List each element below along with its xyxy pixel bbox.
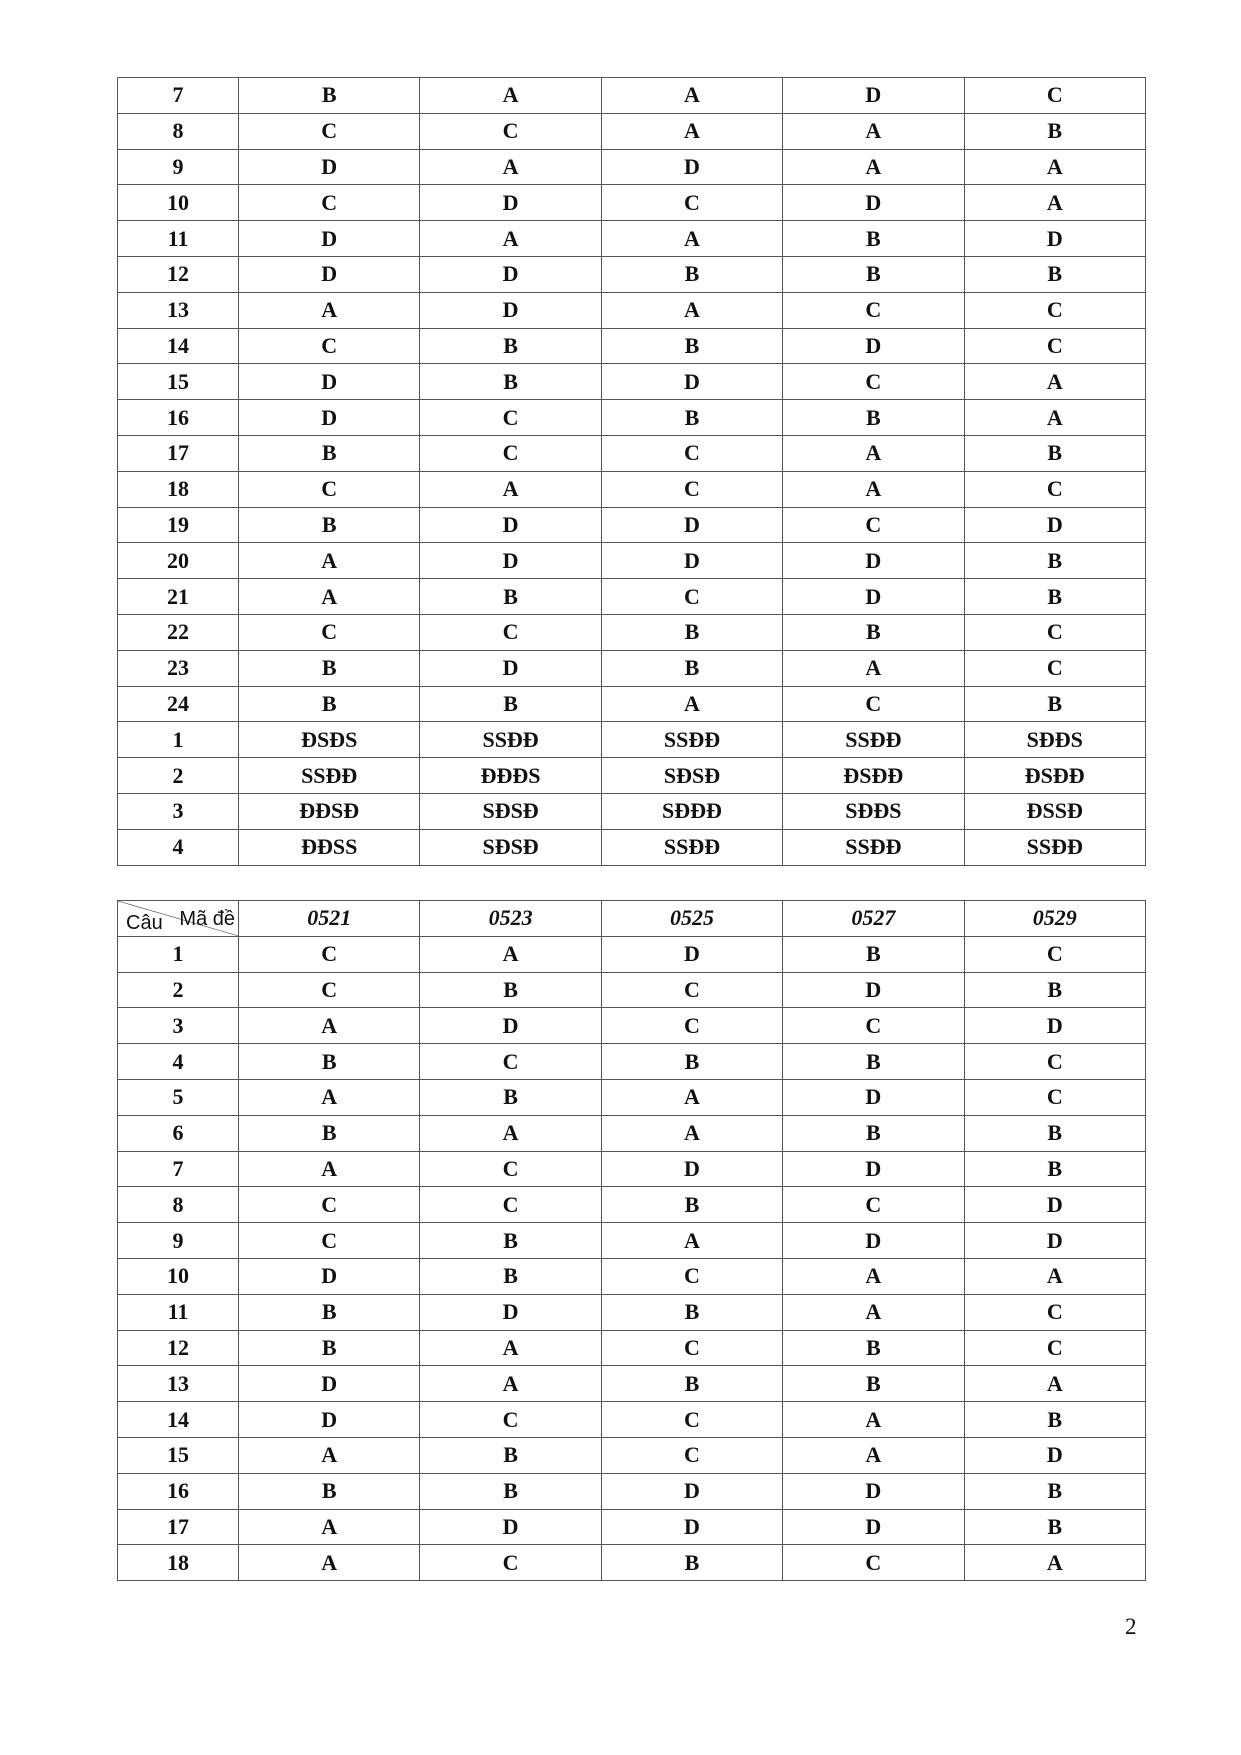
answer-cell: C	[601, 1437, 782, 1473]
answer-cell: D	[239, 364, 420, 400]
header-row	[118, 901, 1146, 937]
answer-cell: D	[964, 507, 1145, 543]
answer-cell: SSĐĐ	[601, 722, 782, 758]
answer-cell: C	[601, 1008, 782, 1044]
answer-cell: SĐĐĐ	[601, 793, 782, 829]
answer-cell: A	[783, 1437, 964, 1473]
answer-cell: C	[420, 1402, 601, 1438]
answer-cell: A	[601, 113, 782, 149]
question-number-cell: 4	[118, 829, 239, 865]
answer-cell: D	[783, 78, 964, 114]
question-number-cell: 9	[118, 149, 239, 185]
answer-cell: C	[964, 650, 1145, 686]
answer-cell: A	[420, 221, 601, 257]
answer-cell: A	[239, 292, 420, 328]
answer-cell: D	[239, 149, 420, 185]
answer-cell: B	[239, 1294, 420, 1330]
answer-cell: C	[239, 113, 420, 149]
question-number-cell: 5	[118, 1079, 239, 1115]
table-row	[118, 1473, 1146, 1509]
table-row	[118, 221, 1146, 257]
answer-cell: A	[420, 936, 601, 972]
answer-cell: D	[420, 1509, 601, 1545]
table-row	[118, 1509, 1146, 1545]
answer-cell: A	[601, 1115, 782, 1151]
table-row	[118, 400, 1146, 436]
answer-cell: D	[964, 1008, 1145, 1044]
answer-cell: B	[420, 1223, 601, 1259]
answer-key-table-continued	[117, 77, 1146, 866]
question-number-cell: 22	[118, 614, 239, 650]
answer-cell: D	[601, 149, 782, 185]
answer-cell: C	[783, 1545, 964, 1581]
table-row	[118, 1402, 1146, 1438]
answer-cell: B	[601, 1044, 782, 1080]
answer-cell: B	[964, 1509, 1145, 1545]
answer-cell: C	[601, 185, 782, 221]
answer-cell: D	[601, 1509, 782, 1545]
answer-cell: A	[239, 1151, 420, 1187]
answer-cell: A	[964, 149, 1145, 185]
table-row	[118, 972, 1146, 1008]
answer-cell: C	[601, 1330, 782, 1366]
answer-cell: B	[601, 256, 782, 292]
answer-cell: B	[420, 1473, 601, 1509]
answer-cell: B	[601, 1545, 782, 1581]
question-number-cell: 7	[118, 1151, 239, 1187]
table-row	[118, 292, 1146, 328]
question-number-cell: 18	[118, 471, 239, 507]
answer-cell: B	[239, 435, 420, 471]
answer-cell: B	[964, 579, 1145, 615]
table-row	[118, 1008, 1146, 1044]
answer-cell: B	[420, 686, 601, 722]
answer-cell: B	[964, 686, 1145, 722]
answer-cell: A	[964, 400, 1145, 436]
answer-key-body	[118, 78, 1146, 866]
answer-cell: SĐĐS	[964, 722, 1145, 758]
answer-cell: D	[601, 543, 782, 579]
answer-cell: B	[964, 1402, 1145, 1438]
answer-cell: A	[783, 471, 964, 507]
question-number-cell: 15	[118, 364, 239, 400]
answer-cell: C	[239, 614, 420, 650]
answer-cell: A	[601, 1223, 782, 1259]
answer-cell: D	[783, 328, 964, 364]
answer-cell: D	[239, 1366, 420, 1402]
answer-cell: A	[783, 113, 964, 149]
question-number-cell: 13	[118, 1366, 239, 1402]
table-row	[118, 1044, 1146, 1080]
answer-cell: C	[420, 435, 601, 471]
answer-cell: ĐSĐĐ	[964, 758, 1145, 794]
answer-cell: C	[783, 1008, 964, 1044]
answer-cell: C	[239, 972, 420, 1008]
question-number-cell: 1	[118, 936, 239, 972]
exam-code-header: 0525	[601, 901, 782, 937]
question-number-cell: 8	[118, 1187, 239, 1223]
answer-cell: D	[783, 1473, 964, 1509]
answer-cell: A	[239, 1437, 420, 1473]
answer-cell: D	[420, 507, 601, 543]
answer-cell: C	[420, 400, 601, 436]
answer-cell: A	[601, 221, 782, 257]
question-number-cell: 15	[118, 1437, 239, 1473]
answer-cell: B	[964, 113, 1145, 149]
answer-cell: B	[964, 435, 1145, 471]
answer-cell: B	[964, 1473, 1145, 1509]
answer-cell: ĐSSĐ	[964, 793, 1145, 829]
answer-cell: B	[601, 1366, 782, 1402]
answer-cell: A	[239, 1079, 420, 1115]
answer-cell: C	[964, 1330, 1145, 1366]
answer-cell: ĐSĐĐ	[783, 758, 964, 794]
answer-cell: B	[420, 328, 601, 364]
table-row	[118, 78, 1146, 114]
answer-cell: B	[783, 1330, 964, 1366]
answer-cell: B	[964, 1115, 1145, 1151]
answer-cell: B	[783, 256, 964, 292]
answer-cell: ĐĐSS	[239, 829, 420, 865]
answer-cell: SSĐĐ	[783, 722, 964, 758]
answer-cell: D	[964, 221, 1145, 257]
question-number-cell: 10	[118, 185, 239, 221]
answer-cell: D	[239, 1402, 420, 1438]
table-row	[118, 793, 1146, 829]
table-row	[118, 686, 1146, 722]
table-row	[118, 1545, 1146, 1581]
answer-cell: B	[420, 1079, 601, 1115]
answer-cell: B	[964, 1151, 1145, 1187]
answer-cell: A	[783, 650, 964, 686]
diagonal-header-cell	[118, 901, 239, 937]
answer-cell: C	[420, 1545, 601, 1581]
question-number-cell: 8	[118, 113, 239, 149]
answer-cell: D	[239, 400, 420, 436]
answer-cell: D	[783, 1151, 964, 1187]
answer-cell: A	[964, 185, 1145, 221]
answer-cell: D	[420, 256, 601, 292]
table-row	[118, 936, 1146, 972]
answer-cell: ĐĐSĐ	[239, 793, 420, 829]
answer-cell: A	[601, 78, 782, 114]
answer-cell: D	[239, 221, 420, 257]
answer-cell: C	[601, 1402, 782, 1438]
question-number-cell: 12	[118, 256, 239, 292]
answer-cell: C	[420, 1151, 601, 1187]
answer-cell: SSĐĐ	[964, 829, 1145, 865]
answer-cell: D	[964, 1223, 1145, 1259]
answer-cell: D	[783, 972, 964, 1008]
answer-cell: C	[601, 579, 782, 615]
question-number-cell: 20	[118, 543, 239, 579]
table-row	[118, 256, 1146, 292]
table-row	[118, 507, 1146, 543]
answer-cell: B	[783, 614, 964, 650]
table-row	[118, 435, 1146, 471]
answer-cell: A	[964, 1545, 1145, 1581]
answer-cell: B	[601, 650, 782, 686]
answer-cell: ĐĐĐS	[420, 758, 601, 794]
question-number-cell: 21	[118, 579, 239, 615]
question-number-cell: 3	[118, 793, 239, 829]
answer-cell: A	[601, 1079, 782, 1115]
table-row	[118, 1223, 1146, 1259]
table-row	[118, 471, 1146, 507]
question-number-cell: 3	[118, 1008, 239, 1044]
table-row	[118, 579, 1146, 615]
answer-cell: C	[964, 78, 1145, 114]
answer-cell: A	[601, 292, 782, 328]
answer-cell: B	[239, 1044, 420, 1080]
answer-cell: SSĐĐ	[783, 829, 964, 865]
question-number-cell: 11	[118, 221, 239, 257]
question-number-cell: 11	[118, 1294, 239, 1330]
answer-cell: C	[964, 471, 1145, 507]
answer-cell: C	[783, 507, 964, 543]
answer-cell: C	[601, 972, 782, 1008]
question-number-cell: 24	[118, 686, 239, 722]
answer-cell: D	[601, 936, 782, 972]
answer-cell: SSĐĐ	[601, 829, 782, 865]
answer-cell: SĐSĐ	[601, 758, 782, 794]
answer-cell: A	[239, 1008, 420, 1044]
question-number-cell: 6	[118, 1115, 239, 1151]
answer-cell: D	[601, 507, 782, 543]
exam-code-header: 0527	[783, 901, 964, 937]
answer-cell: C	[601, 435, 782, 471]
table-row	[118, 113, 1146, 149]
exam-code-header: 0521	[239, 901, 420, 937]
answer-cell: A	[783, 435, 964, 471]
question-number-cell: 18	[118, 1545, 239, 1581]
question-number-cell: 10	[118, 1258, 239, 1294]
answer-cell: C	[964, 936, 1145, 972]
answer-cell: C	[239, 1187, 420, 1223]
answer-cell: A	[964, 1258, 1145, 1294]
answer-cell: B	[239, 507, 420, 543]
answer-cell: D	[601, 364, 782, 400]
table-row	[118, 829, 1146, 865]
answer-cell: D	[420, 650, 601, 686]
answer-cell: C	[964, 1079, 1145, 1115]
answer-cell: A	[783, 1294, 964, 1330]
answer-cell: C	[239, 471, 420, 507]
answer-cell: SĐSĐ	[420, 793, 601, 829]
answer-cell: B	[239, 78, 420, 114]
answer-cell: B	[601, 1187, 782, 1223]
answer-cell: C	[964, 1294, 1145, 1330]
answer-cell: C	[239, 185, 420, 221]
answer-cell: B	[420, 972, 601, 1008]
answer-cell: B	[964, 256, 1145, 292]
answer-cell: C	[964, 614, 1145, 650]
question-number-cell: 17	[118, 435, 239, 471]
answer-cell: A	[420, 1115, 601, 1151]
answer-cell: B	[601, 328, 782, 364]
question-label: Câu	[126, 911, 163, 934]
answer-cell: B	[420, 1258, 601, 1294]
question-number-cell: 17	[118, 1509, 239, 1545]
table-row	[118, 185, 1146, 221]
table-row	[118, 722, 1146, 758]
exam-code-header: 0529	[964, 901, 1145, 937]
answer-cell: C	[601, 1258, 782, 1294]
answer-cell: B	[239, 650, 420, 686]
answer-cell: D	[601, 1151, 782, 1187]
answer-cell: B	[420, 579, 601, 615]
question-number-cell: 2	[118, 758, 239, 794]
question-number-cell: 2	[118, 972, 239, 1008]
answer-cell: A	[964, 1366, 1145, 1402]
answer-cell: D	[420, 185, 601, 221]
answer-cell: B	[783, 1366, 964, 1402]
table-row	[118, 1294, 1146, 1330]
question-number-cell: 12	[118, 1330, 239, 1366]
answer-cell: B	[239, 1473, 420, 1509]
answer-cell: A	[239, 1545, 420, 1581]
question-number-cell: 4	[118, 1044, 239, 1080]
question-number-cell: 16	[118, 400, 239, 436]
question-number-cell: 16	[118, 1473, 239, 1509]
table-row	[118, 543, 1146, 579]
question-number-cell: 19	[118, 507, 239, 543]
answer-cell: C	[964, 328, 1145, 364]
answer-cell: C	[783, 1187, 964, 1223]
answer-cell: C	[964, 292, 1145, 328]
answer-cell: B	[239, 686, 420, 722]
exam-code-header: 0523	[420, 901, 601, 937]
answer-cell: A	[601, 686, 782, 722]
answer-cell: D	[601, 1473, 782, 1509]
question-number-cell: 9	[118, 1223, 239, 1259]
answer-cell: D	[783, 1509, 964, 1545]
answer-key-table	[117, 900, 1146, 1581]
table-row	[118, 149, 1146, 185]
answer-cell: SĐĐS	[783, 793, 964, 829]
exam-code-label: Mã đề	[179, 908, 235, 930]
table-row	[118, 614, 1146, 650]
answer-cell: D	[783, 1223, 964, 1259]
answer-key-header	[118, 901, 1146, 937]
answer-cell: D	[420, 543, 601, 579]
answer-cell: D	[964, 1437, 1145, 1473]
answer-cell: B	[239, 1330, 420, 1366]
answer-cell: A	[783, 1402, 964, 1438]
question-number-cell: 7	[118, 78, 239, 114]
answer-cell: A	[420, 78, 601, 114]
answer-cell: B	[783, 221, 964, 257]
answer-cell: C	[783, 292, 964, 328]
answer-cell: A	[420, 1330, 601, 1366]
answer-cell: A	[420, 149, 601, 185]
answer-cell: B	[783, 936, 964, 972]
answer-key-body	[118, 936, 1146, 1580]
table-row	[118, 328, 1146, 364]
answer-cell: B	[420, 1437, 601, 1473]
question-number-cell: 13	[118, 292, 239, 328]
answer-cell: D	[420, 1294, 601, 1330]
question-number-cell: 14	[118, 1402, 239, 1438]
answer-cell: D	[783, 1079, 964, 1115]
answer-cell: C	[239, 1223, 420, 1259]
answer-cell: C	[964, 1044, 1145, 1080]
answer-cell: B	[964, 543, 1145, 579]
table-row	[118, 758, 1146, 794]
answer-cell: A	[964, 364, 1145, 400]
answer-cell: A	[420, 1366, 601, 1402]
answer-cell: D	[783, 579, 964, 615]
table-row	[118, 1151, 1146, 1187]
table-row	[118, 1258, 1146, 1294]
answer-cell: B	[783, 1115, 964, 1151]
answer-cell: B	[420, 364, 601, 400]
answer-cell: B	[601, 400, 782, 436]
answer-cell: B	[783, 1044, 964, 1080]
answer-cell: B	[783, 400, 964, 436]
answer-cell: D	[783, 185, 964, 221]
question-number-cell: 14	[118, 328, 239, 364]
answer-cell: A	[420, 471, 601, 507]
answer-cell: D	[964, 1187, 1145, 1223]
table-row	[118, 1366, 1146, 1402]
answer-cell: A	[783, 149, 964, 185]
answer-cell: C	[601, 471, 782, 507]
answer-cell: C	[420, 614, 601, 650]
answer-cell: D	[420, 1008, 601, 1044]
answer-cell: D	[239, 256, 420, 292]
page-number: 2	[1125, 1614, 1137, 1639]
table-row	[118, 364, 1146, 400]
answer-cell: A	[239, 1509, 420, 1545]
answer-cell: C	[420, 1044, 601, 1080]
answer-cell: D	[239, 1258, 420, 1294]
table-row	[118, 650, 1146, 686]
answer-cell: B	[601, 1294, 782, 1330]
answer-cell: SSĐĐ	[239, 758, 420, 794]
answer-cell: A	[783, 1258, 964, 1294]
answer-cell: D	[783, 543, 964, 579]
answer-cell: B	[964, 972, 1145, 1008]
answer-cell: C	[239, 936, 420, 972]
table-row	[118, 1437, 1146, 1473]
answer-cell: C	[239, 328, 420, 364]
table-row	[118, 1187, 1146, 1223]
table-row	[118, 1115, 1146, 1151]
table-row	[118, 1079, 1146, 1115]
answer-cell: B	[239, 1115, 420, 1151]
question-number-cell: 23	[118, 650, 239, 686]
answer-cell: C	[420, 113, 601, 149]
answer-cell: C	[783, 364, 964, 400]
answer-cell: SĐSĐ	[420, 829, 601, 865]
answer-cell: C	[420, 1187, 601, 1223]
answer-cell: ĐSĐS	[239, 722, 420, 758]
answer-cell: A	[239, 579, 420, 615]
question-number-cell: 1	[118, 722, 239, 758]
table-row	[118, 1330, 1146, 1366]
answer-cell: SSĐĐ	[420, 722, 601, 758]
answer-cell: B	[601, 614, 782, 650]
answer-cell: C	[783, 686, 964, 722]
answer-cell: D	[420, 292, 601, 328]
answer-cell: A	[239, 543, 420, 579]
